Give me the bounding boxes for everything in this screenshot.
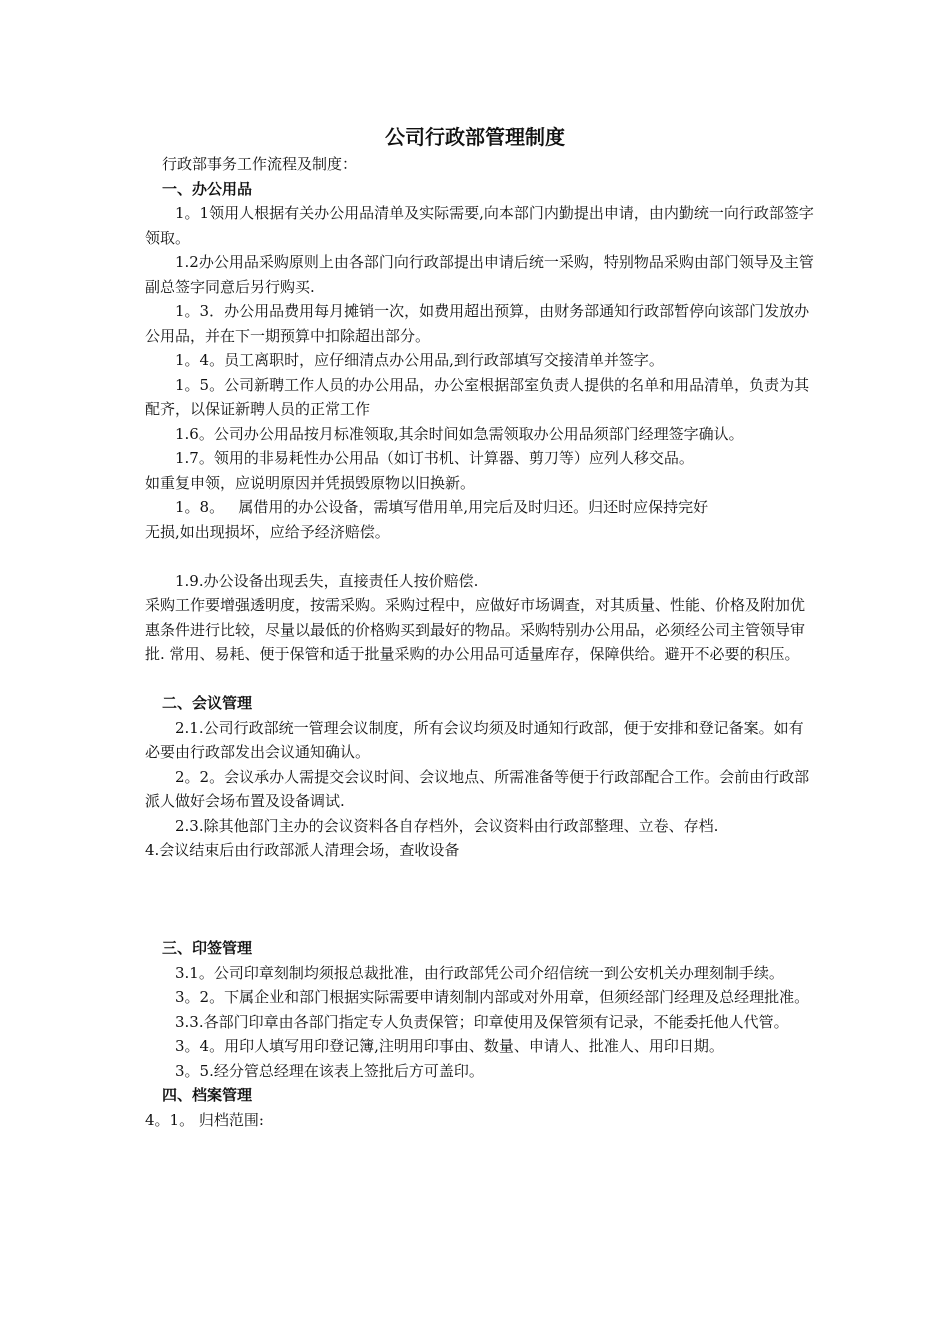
paragraph-1-8a: 1。8。 属借用的办公设备，需填写借用单,用完后及时归还。归还时应保持完好 xyxy=(175,498,709,516)
paragraph-1-6: 1.6。公司办公用品按月标准领取,其余时间如急需领取办公用品须部门经理签字确认。 xyxy=(175,424,744,443)
paragraph-1-9: 1.9.办公设备出现丢失，直接责任人按价赔偿. xyxy=(175,571,479,590)
paragraph-3-2: 3。2。下属企业和部门根据实际需要申请刻制内部或对外用章，但须经部门经理及总经理批准。 xyxy=(175,988,810,1006)
blank-line xyxy=(145,887,817,912)
paragraph-procurement: 采购工作要增强透明度，按需采购。采购过程中，应做好市场调查，对其质量、性能、价格及附加优惠条件进行比较，尽量以最低的价格购买到最好的物品。采购特别办公用品，必须经公司主管领导审批. 常用、易耗、便于保管和适于批量采购的办公用品可适量库存，保障供给。避开不必要的积压。 xyxy=(145,596,806,663)
document-body xyxy=(145,152,817,1132)
paragraph-1-3: 1。3．办公用品费用每月摊销一次，如费用超出预算，由财务部通知行政部暂停向该部门发放办公用品，并在下一期预算中扣除超出部分。 xyxy=(145,302,810,345)
paragraph-1-8b: 无损,如出现损坏，应给予经济赔偿。 xyxy=(145,522,390,541)
paragraph-1-5: 1。5。公司新聘工作人员的办公用品，办公室根据部室负责人提供的名单和用品清单，负责为其配齐，以保证新聘人员的正常工作 xyxy=(145,375,810,418)
paragraph-3-5: 3。5.经分管总经理在该表上签批后方可盖印。 xyxy=(175,1061,484,1080)
paragraph-2-1: 2.1.公司行政部统一管理会议制度，所有会议均须及时通知行政部，便于安排和登记备案。如有必要由行政部发出会议通知确认。 xyxy=(145,718,804,761)
blank-line xyxy=(145,667,817,692)
paragraph-2-2: 2。2。会议承办人需提交会议时间、会议地点、所需准备等便于行政部配合工作。会前由行政部派人做好会场布置及设备调试. xyxy=(145,767,810,810)
paragraph-1-2: 1.2办公用品采购原则上由各部门向行政部提出申请后统一采购，特别物品采购由部门领导及主管副总签字同意后另行购买. xyxy=(145,253,814,296)
paragraph-3-4: 3。4。用印人填写用印登记簿,注明用印事由、数量、申请人、批准人、用印日期。 xyxy=(175,1037,724,1055)
paragraph-2-3: 2.3.除其他部门主办的会议资料各自存档外，会议资料由行政部整理、立卷、存档. xyxy=(175,816,719,835)
section-4-heading: 四、档案管理 xyxy=(162,1086,253,1104)
paragraph-4-1: 4。1。 归档范围: xyxy=(145,1110,264,1129)
section-2-heading: 二、会议管理 xyxy=(162,694,253,712)
blank-line xyxy=(145,912,817,937)
paragraph-2-4: 4.会议结束后由行政部派人清理会场，查收设备 xyxy=(145,841,460,859)
paragraph-3-1: 3.1。公司印章刻制均须报总裁批准，由行政部凭公司介绍信统一到公安机关办理刻制手续。 xyxy=(175,963,784,982)
blank-line xyxy=(145,863,817,888)
paragraph-3-3: 3.3.各部门印章由各部门指定专人负责保管；印章使用及保管须有记录，不能委托他人代管。 xyxy=(175,1012,789,1031)
paragraph-1-7b: 如重复申领，应说明原因并凭损毁原物以旧换新。 xyxy=(145,473,476,492)
blank-line xyxy=(145,544,817,569)
section-3-heading: 三、印签管理 xyxy=(162,939,253,957)
document-title: 公司行政部管理制度 xyxy=(385,125,565,149)
paragraph-1-7a: 1.7。领用的非易耗性办公用品（如订书机、计算器、剪刀等）应列人移交品。 xyxy=(175,449,694,467)
paragraph-1-4: 1。4。员工离职时，应仔细清点办公用品,到行政部填写交接清单并签字。 xyxy=(175,351,664,369)
intro-line: 行政部事务工作流程及制度： xyxy=(162,155,358,173)
paragraph-1-1: 1。1领用人根据有关办公用品清单及实际需要,向本部门内勤提出申请，由内勤统一向行政部签字领取。 xyxy=(145,204,814,247)
section-1-heading: 一、办公用品 xyxy=(162,179,253,198)
